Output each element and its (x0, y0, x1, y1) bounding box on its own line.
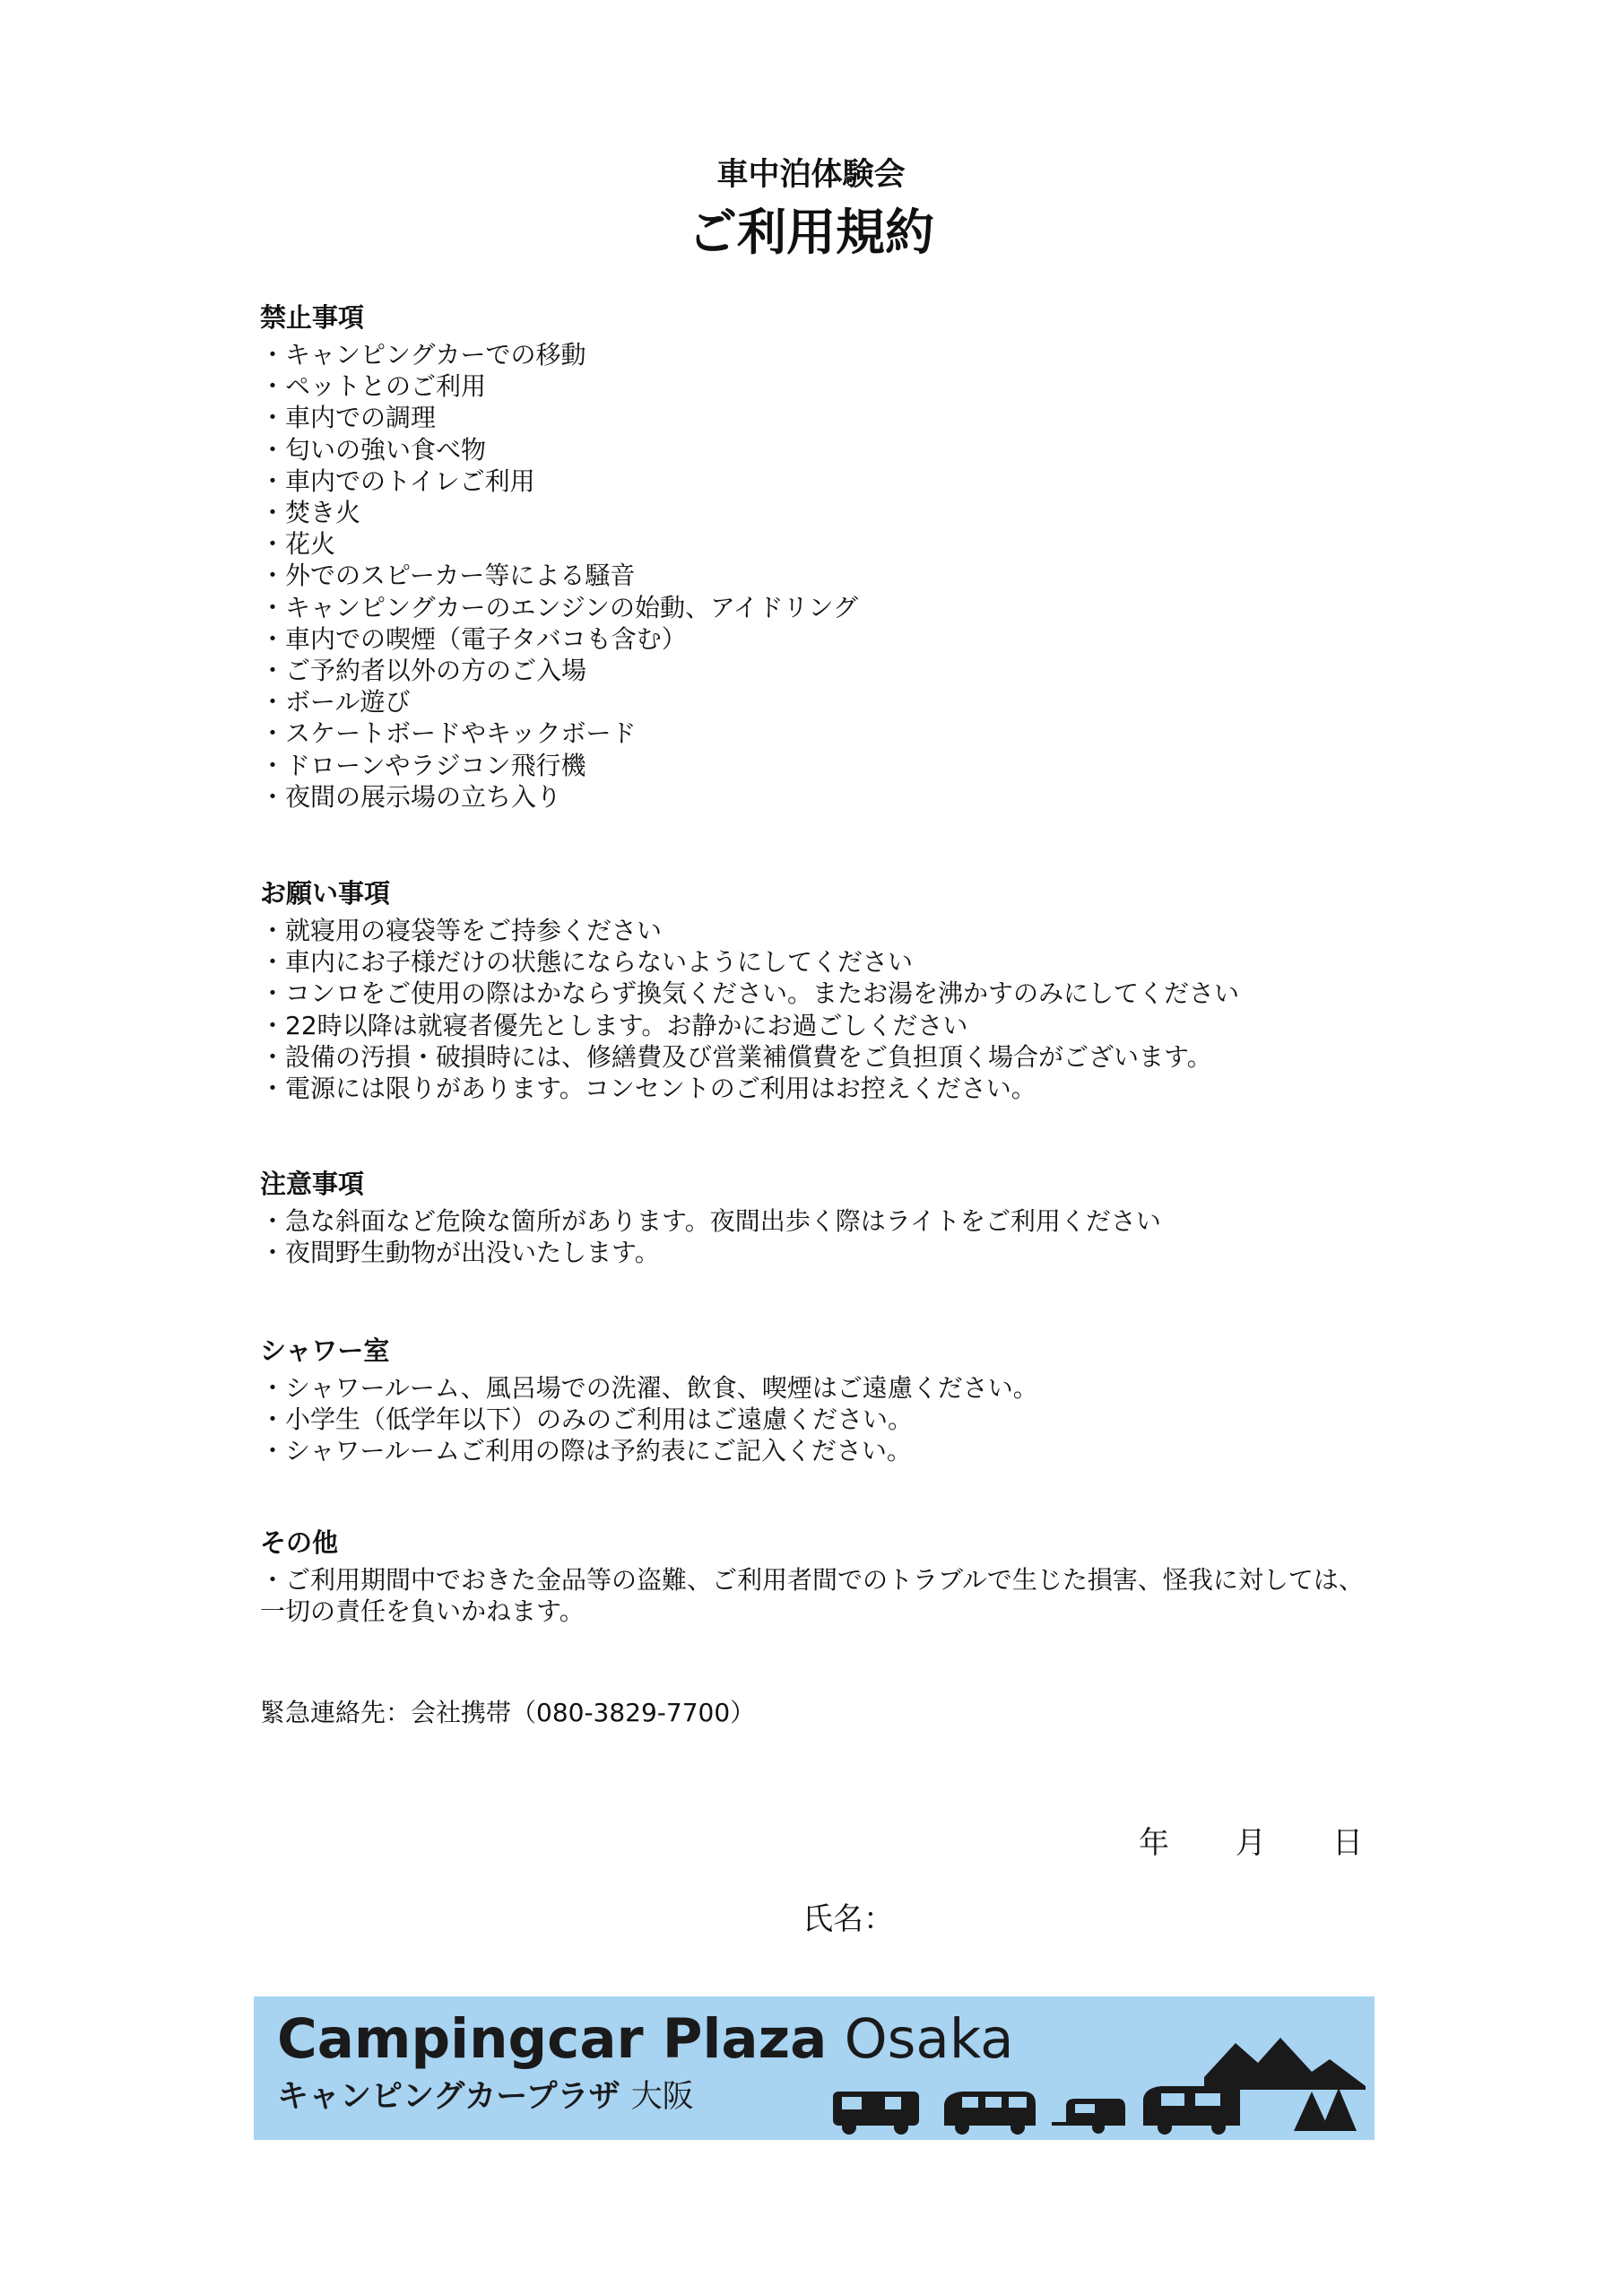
document-header (0, 152, 1622, 264)
list-item: ・夜間野生動物が出没いたします。 (260, 1238, 660, 1268)
list-item: ・シャワールームご利用の際は予約表にご記入ください。 (260, 1436, 912, 1466)
list-item: ・車内での喫煙（電子タバコも含む） (260, 623, 687, 654)
list-item: ・電源には限りがあります。コンセントのご利用はお控えください。 (260, 1074, 1037, 1104)
list-item: ・車内でのトイレご利用 (260, 465, 535, 496)
list-item: ・夜間の展示場の立ち入り (260, 781, 562, 812)
date-line (1139, 1821, 1372, 1866)
brand-banner (254, 1996, 1375, 2140)
list-item: ・小学生（低学年以下）のみのご利用はご遠慮ください。 (260, 1405, 914, 1435)
list-item: ・就寝用の寝袋等をご持参ください (260, 916, 663, 945)
section-heading: 禁止事項 (260, 302, 365, 333)
rule-list (260, 339, 1372, 813)
list-item: ・ペットとのご利用 (260, 371, 487, 402)
list-item: ・外でのスピーカー等による騒音 (260, 561, 636, 591)
list-item: ・匂いの強い食べ物 (260, 434, 487, 465)
brand-ja-bold: キャンピングカープラザ (277, 2079, 620, 2115)
list-item: ・急な斜面など危険な箇所があります。夜間出歩く際はライトをご利用ください (260, 1206, 1161, 1236)
section-other (260, 1525, 1372, 1627)
brand-ja-city: 大阪 (630, 2079, 694, 2115)
year-label: 年 (1139, 1825, 1169, 1861)
section-heading: シャワー室 (260, 1335, 390, 1366)
van-icon (944, 2092, 1036, 2135)
rule-list (260, 1205, 1372, 1268)
list-item: ・コンロをご使用の際はかならず換気ください。またお湯を沸かすのみにしてください (260, 978, 1240, 1009)
list-item: ・ドローンやラジコン飛行機 (260, 750, 586, 780)
list-item: ・花火 (260, 529, 336, 560)
document-title: ご利用規約 (687, 204, 934, 261)
list-item: ・車内での調理 (260, 403, 437, 433)
section-heading: お願い事項 (260, 878, 391, 909)
list-item: ・スケートボードやキックボード (260, 718, 637, 749)
brand-name-city: Osaka (844, 2007, 1014, 2071)
list-item: ・キャンピングカーでの移動 (260, 340, 586, 370)
rule-list (260, 915, 1372, 1104)
brand-logo-japanese (277, 2075, 694, 2118)
vehicle-silhouettes (828, 2032, 1366, 2140)
trailer-icon (1052, 2099, 1125, 2134)
brand-name-bold: Campingcar Plaza (277, 2007, 828, 2071)
rule-list (260, 1372, 1372, 1467)
pine-trees-icon (1294, 2088, 1357, 2131)
list-item: ・キャンピングカーのエンジンの始動、アイドリング (260, 592, 858, 622)
list-item: ・シャワールーム、風呂場での洗濯、飲食、喫煙はご遠慮ください。 (260, 1373, 1038, 1403)
list-item: ・車内にお子様だけの状態にならないようにしてください (260, 947, 914, 978)
motorhome-icon (833, 2092, 919, 2135)
section-heading: その他 (260, 1527, 339, 1558)
camper-icon (1143, 2086, 1240, 2135)
list-item: ・22時以降は就寝者優先とします。お静かにお過ごしください (260, 1010, 968, 1040)
section-shower (260, 1333, 1372, 1467)
list-item: ・ご利用期間中でおきた金品等の盗難、ご利用者間でのトラブルで生じた損害、怪我に対しては、一切の責任を負いかねます。 (260, 1565, 1364, 1627)
rule-list (260, 1564, 1372, 1627)
name-label: 氏名： (802, 1901, 894, 1937)
document-subtitle: 車中泊体験会 (716, 157, 906, 193)
day-label: 日 (1332, 1825, 1363, 1861)
month-label: 月 (1236, 1825, 1266, 1861)
list-item: ・ボール遊び (260, 687, 411, 718)
list-item: ・ご予約者以外の方のご入場 (260, 656, 587, 686)
section-requests (260, 875, 1372, 1104)
section-heading: 注意事項 (260, 1169, 365, 1199)
emergency-contact: 緊急連絡先：会社携帯（080-3829-7700） (260, 1698, 756, 1727)
mountain-icon (1204, 2038, 1366, 2090)
list-item: ・設備の汚損・破損時には、修繕費及び営業補償費をご負担頂く場合がございます。 (260, 1041, 1212, 1072)
section-cautions (260, 1166, 1372, 1268)
list-item: ・焚き火 (260, 498, 361, 528)
section-prohibited (260, 300, 1372, 813)
